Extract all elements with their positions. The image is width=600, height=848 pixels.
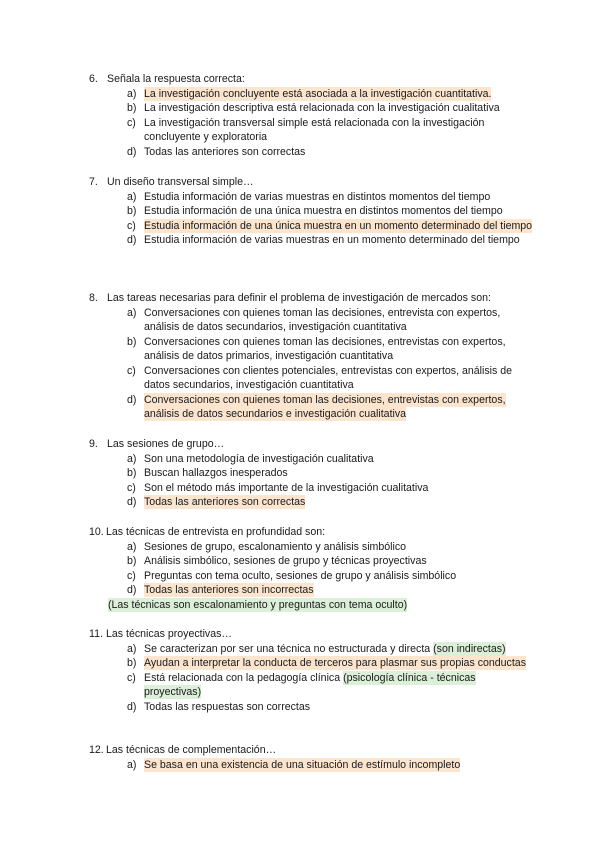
option-c — [127, 116, 534, 145]
question-number: 12. — [89, 744, 104, 756]
option-label: c) — [127, 671, 136, 684]
answer-note — [108, 598, 529, 613]
option-label: d) — [127, 496, 137, 508]
question-11 — [89, 627, 529, 714]
option-text: Estudia información de varias muestras en distintos momentos del tiempo — [144, 190, 491, 203]
option-a — [127, 190, 534, 205]
answer-note-text: (Las técnicas son escalonamiento y preguntas con tema oculto) — [108, 598, 408, 611]
question-text: Señala la respuesta correcta: — [107, 73, 245, 85]
option-text-correct: Ayudan a interpretar la conducta de terceros para plasmar sus propias conductas — [144, 657, 526, 669]
option-comment: (son indirectas) — [433, 642, 506, 655]
option-b — [127, 656, 534, 671]
option-text: Todas las anteriores son correctas — [144, 145, 306, 158]
option-d — [127, 145, 534, 160]
option-b — [127, 101, 534, 116]
question-number: 6. — [89, 73, 98, 85]
question-10 — [89, 525, 529, 612]
option-label: b) — [127, 335, 137, 348]
option-label: a) — [127, 190, 137, 203]
question-12 — [89, 743, 529, 772]
option-text-correct: Se basa en una existencia de una situación de estímulo incompleto — [144, 758, 461, 771]
option-d — [127, 393, 534, 422]
option-text-correct: Todas las anteriores son incorrectas — [144, 584, 314, 596]
option-a — [127, 306, 534, 335]
option-b — [127, 466, 534, 481]
question-header — [89, 743, 529, 758]
question-text: Las tareas necesarias para definir el problema de investigación de mercados son: — [107, 292, 491, 304]
option-text: Son el método más importante de la investigación cualitativa — [144, 481, 429, 494]
option-a — [127, 758, 534, 773]
question-text: Las sesiones de grupo… — [107, 438, 225, 450]
option-text-correct: Todas las anteriores son correctas — [144, 496, 306, 508]
option-text: Estudia información de una única muestra en distintos momentos del tiempo — [144, 205, 503, 217]
question-header — [89, 72, 529, 87]
question-number: 10. — [89, 526, 104, 538]
option-label: a) — [127, 306, 137, 319]
option-text: La investigación transversal simple está relacionada con la investigación concluyente y exploratoria — [144, 116, 485, 143]
option-text: Conversaciones con clientes potenciales, entrevistas con expertos, análisis de datos secundarios, investigación cuantitativa — [144, 364, 513, 391]
option-c — [127, 481, 534, 496]
option-d — [127, 583, 534, 598]
option-text: Análisis simbólico, sesiones de grupo y técnicas proyectivas — [144, 555, 427, 567]
option-a — [127, 540, 534, 555]
option-a — [127, 642, 534, 657]
option-c — [127, 219, 534, 234]
option-text: Buscan hallazgos inesperados — [144, 467, 288, 479]
question-number: 7. — [89, 176, 98, 188]
option-label: d) — [127, 393, 137, 406]
option-label: c) — [127, 116, 136, 129]
question-number: 8. — [89, 292, 98, 304]
option-label: c) — [127, 481, 136, 494]
option-text: Conversaciones con quienes toman las decisiones, entrevistas con expertos, análisis de datos primarios, investigación cuantitativa — [144, 335, 506, 362]
option-text: La investigación descriptiva está relacionada con la investigación cualitativa — [144, 102, 500, 114]
option-text: Estudia información de varias muestras en un momento determinado del tiempo — [144, 234, 520, 246]
question-header — [89, 525, 529, 540]
option-text: Preguntas con tema oculto, sesiones de grupo y análisis simbólico — [144, 569, 457, 582]
option-text-correct: Estudia información de una única muestra en un momento determinado del tiempo — [144, 219, 533, 232]
option-label: b) — [127, 102, 137, 114]
option-d — [127, 495, 534, 510]
option-c — [127, 671, 534, 700]
question-header — [89, 291, 529, 306]
option-text: Son una metodología de investigación cualitativa — [144, 452, 374, 465]
option-label: d) — [127, 700, 137, 713]
option-label: c) — [127, 364, 136, 377]
option-text-correct: La investigación concluyente está asociada a la investigación cuantitativa. — [144, 87, 492, 100]
option-c — [127, 364, 534, 393]
question-text: Las técnicas proyectivas… — [106, 628, 233, 640]
question-9 — [89, 437, 529, 510]
option-b — [127, 554, 534, 569]
option-c — [127, 569, 534, 584]
question-text: Las técnicas de entrevista en profundidad son: — [106, 526, 326, 538]
option-b — [127, 335, 534, 364]
option-label: b) — [127, 205, 137, 217]
option-d — [127, 700, 534, 715]
question-6 — [89, 72, 529, 159]
option-comment: (psicología clínica - técnicas proyectivas) — [144, 671, 476, 698]
question-text: Un diseño transversal simple… — [107, 176, 254, 188]
option-label: c) — [127, 569, 136, 582]
option-label: b) — [127, 467, 137, 479]
option-text: Se caracterizan por ser una técnica no estructurada y directa — [144, 642, 431, 655]
option-text: Todas las respuestas son correctas — [144, 700, 311, 713]
option-label: b) — [127, 657, 137, 669]
option-label: d) — [127, 145, 137, 158]
option-text: Está relacionada con la pedagogía clínica — [144, 671, 341, 684]
question-header — [89, 437, 529, 452]
question-8 — [89, 291, 529, 422]
option-label: c) — [127, 219, 136, 232]
question-number: 11. — [89, 628, 103, 640]
option-a — [127, 87, 534, 102]
option-label: a) — [127, 452, 137, 465]
option-label: a) — [127, 87, 137, 100]
option-label: b) — [127, 555, 137, 567]
question-number: 9. — [89, 438, 98, 450]
option-d — [127, 233, 534, 248]
option-label: d) — [127, 584, 137, 596]
option-text-correct: Conversaciones con quienes toman las decisiones, entrevistas con expertos, análisis de datos secundarios e investigación cualitativa — [144, 393, 506, 420]
option-label: d) — [127, 234, 137, 246]
option-b — [127, 204, 534, 219]
question-7 — [89, 175, 533, 248]
question-text: Las técnicas de complementación… — [106, 744, 277, 756]
option-a — [127, 452, 534, 467]
option-text: Conversaciones con quienes toman las decisiones, entrevista con expertos, análisis de datos secundarios, investigación cuantitativa — [144, 306, 501, 333]
question-header — [89, 175, 529, 190]
question-header — [89, 627, 529, 642]
option-label: a) — [127, 540, 137, 553]
option-label: a) — [127, 758, 137, 771]
option-text: Sesiones de grupo, escalonamiento y análisis simbólico — [144, 540, 407, 553]
option-label: a) — [127, 642, 137, 655]
